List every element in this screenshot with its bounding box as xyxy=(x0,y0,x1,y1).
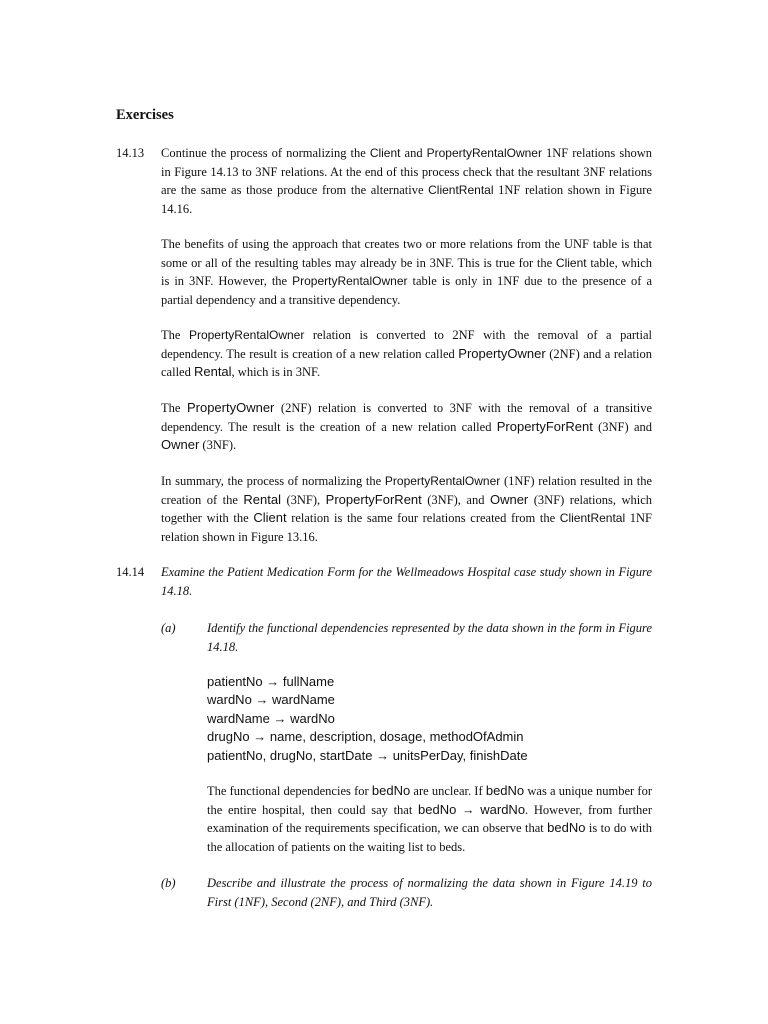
exercise-14-14-question: Examine the Patient Medication Form for the Wellmeadows Hospital case study shown in Figure 14.18. xyxy=(161,565,652,598)
part-b-label: (b) xyxy=(161,876,176,890)
functional-dependency: patientNo, drugNo, startDate → unitsPerDay, finishDate xyxy=(207,747,528,763)
section-heading: Exercises xyxy=(116,107,174,123)
functional-dependency: wardNo → wardName xyxy=(207,692,335,708)
part-b-question: Describe and illustrate the process of normalizing the data shown in Figure 14.19 to First (1NF), Second (2NF), and Third (3NF). xyxy=(207,876,652,909)
part-a-question: Identify the functional dependencies represented by the data shown in the form in Figure 14.18. xyxy=(207,621,652,654)
functional-dependency: drugNo → name, description, dosage, methodOfAdmin xyxy=(207,729,524,745)
answer-paragraph-benefits: The benefits of using the approach that creates two or more relations from the UNF table is that some or all of the resulting tables may already be in 3NF. This is true for the Client table, which is in 3NF. However, the PropertyRentalOwner table is only in 1NF due to the presence of a partial dependency and a transitive dependency. xyxy=(161,237,652,307)
functional-dependency: patientNo → fullName xyxy=(207,674,335,689)
functional-dependency: wardName → wardNo xyxy=(207,710,335,726)
exercise-number-14-13: 14.13 xyxy=(116,146,145,160)
answer-paragraph-summary: In summary, the process of normalizing the PropertyRentalOwner (1NF) relation resulted in the creation of the Rental (3NF), PropertyForRent (3NF), and Owner (3NF) relations, which together with the Client relation is the same four relations created from the ClientRental 1NF relation shown in Figure 13.16. xyxy=(161,474,653,544)
exercise-number-14-14: 14.14 xyxy=(116,565,145,579)
answer-paragraph-bedno: The functional dependencies for bedNo are unclear. If bedNo was a unique number for the entire hospital, then could say that bedNo → wardNo. However, from further examination of the requirements specification, we can observe that bedNo is to do with the allocation of patients on the waiting list to beds. xyxy=(207,783,653,854)
exercise-14-13-question: Continue the process of normalizing the Client and PropertyRentalOwner 1NF relations shown in Figure 14.13 to 3NF relations. At the end of this process check that the resultant 3NF relations are the same as those produce from the alternative ClientRental 1NF relation shown in Figure 14.16. xyxy=(161,146,652,216)
part-a-label: (a) xyxy=(161,621,176,635)
functional-dependency-list xyxy=(207,673,528,765)
answer-paragraph-3nf: The PropertyOwner (2NF) relation is converted to 3NF with the removal of a transitive dependency. The result is the creation of a new relation called PropertyForRent (3NF) and Owner (3NF). xyxy=(161,400,652,453)
answer-paragraph-2nf: The PropertyRentalOwner relation is converted to 2NF with the removal of a partial dependency. The result is creation of a new relation called PropertyOwner (2NF) and a relation called Rental, which is in 3NF. xyxy=(161,328,652,380)
